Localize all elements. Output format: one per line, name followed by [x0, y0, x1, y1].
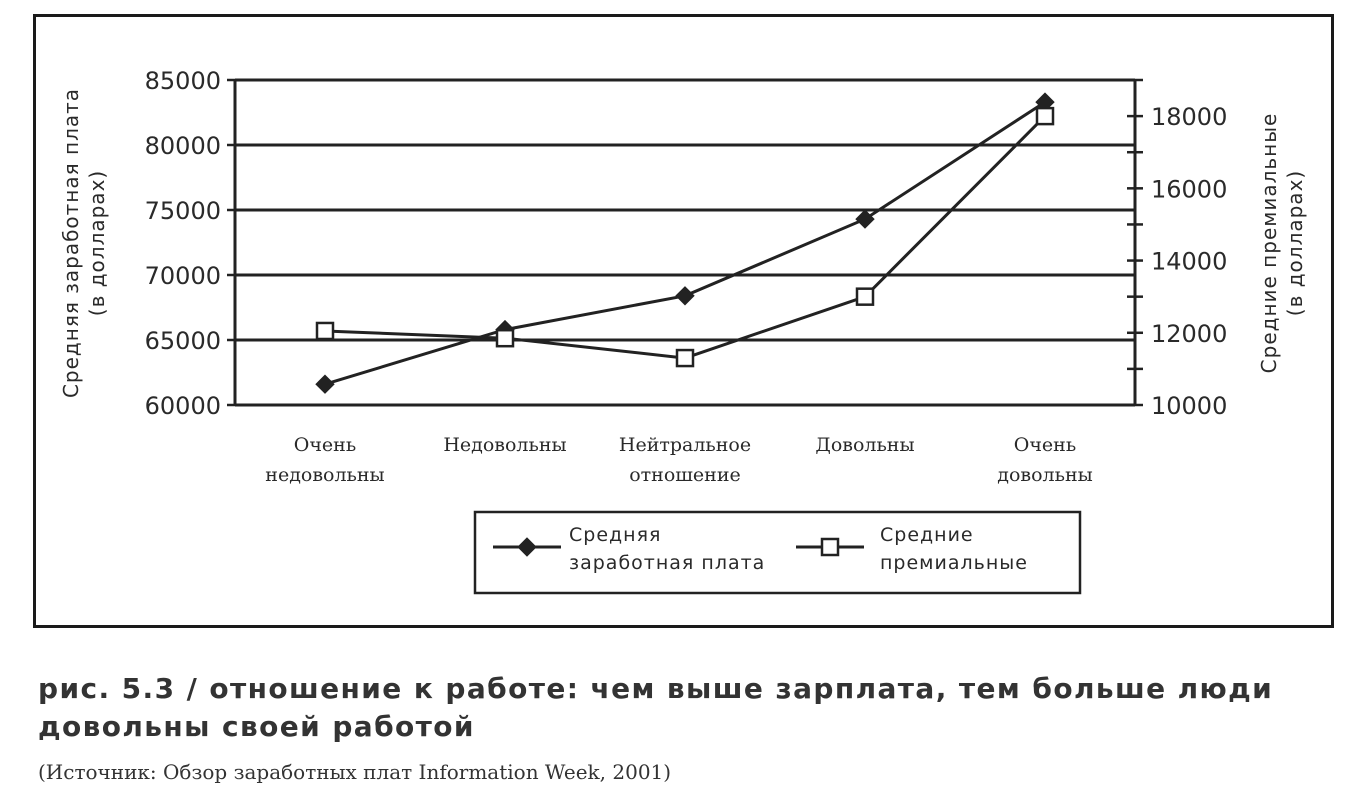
category-label-line: довольны: [997, 464, 1093, 486]
chart-frame: [33, 14, 1334, 628]
data-point-diamond: [676, 287, 694, 305]
series-group: [316, 93, 1054, 393]
right-tick-label: 10000: [1151, 392, 1228, 420]
left-tick-label: 75000: [144, 197, 221, 225]
chart: [36, 17, 1331, 625]
series-1: [316, 93, 1054, 393]
right-axis-title-line: (в долларах): [1283, 169, 1307, 317]
category-label: [619, 434, 751, 486]
legend-label-line: премиальные: [880, 552, 1028, 574]
right-axis-title-line: Средние премиальные: [1257, 112, 1281, 374]
data-point-square: [317, 323, 333, 339]
data-point-square: [1037, 108, 1053, 124]
series-line: [325, 116, 1045, 358]
category-label-line: Нейтральное: [618, 434, 752, 456]
data-point-diamond: [856, 210, 874, 228]
right-tick-label: 12000: [1151, 319, 1228, 348]
category-label-line: Довольны: [815, 434, 915, 456]
legend: [475, 512, 1080, 593]
right-tick-label: 14000: [1151, 247, 1228, 276]
category-label-line: отношение: [629, 464, 741, 486]
left-tick-label: 85000: [144, 67, 221, 95]
right-tick-label: 18000: [1151, 103, 1228, 132]
legend-label-line: Средняя: [569, 524, 662, 546]
series-2: [317, 108, 1053, 366]
right-axis-ticks: [1127, 80, 1227, 420]
category-label-line: Очень: [293, 434, 357, 456]
left-tick-label: 65000: [144, 327, 221, 355]
left-axis-title-line: (в долларах): [85, 169, 109, 317]
left-axis-title-line: Средняя заработная плата: [59, 87, 83, 399]
category-label: [265, 434, 384, 486]
data-point-square: [857, 289, 873, 305]
data-point-square: [822, 539, 838, 555]
left-axis-ticks: [145, 67, 235, 420]
data-point-square: [497, 330, 513, 346]
data-point-diamond: [316, 375, 334, 393]
category-label: [997, 434, 1092, 486]
category-label-line: Очень: [1013, 434, 1077, 456]
category-label-line: недовольны: [265, 464, 385, 486]
data-point-square: [677, 350, 693, 366]
figure-source: (Источник: Обзор заработных плат Information Week, 2001): [38, 760, 672, 784]
figure-caption: рис. 5.3 / отношение к работе: чем выше зарплата, тем больше люди довольны своей работой: [38, 672, 1274, 743]
category-label-line: Недовольны: [443, 434, 567, 456]
left-tick-label: 80000: [144, 132, 221, 160]
right-tick-label: 16000: [1151, 175, 1228, 204]
legend-label-line: заработная плата: [569, 552, 766, 574]
legend-label-line: Средние: [880, 524, 974, 546]
category-label: [443, 434, 566, 456]
left-tick-label: 70000: [144, 262, 221, 290]
left-tick-label: 60000: [144, 392, 221, 420]
category-labels: [265, 434, 1092, 486]
right-axis-title: [1257, 113, 1307, 374]
category-label: [815, 434, 914, 456]
left-axis-title: [59, 88, 109, 398]
